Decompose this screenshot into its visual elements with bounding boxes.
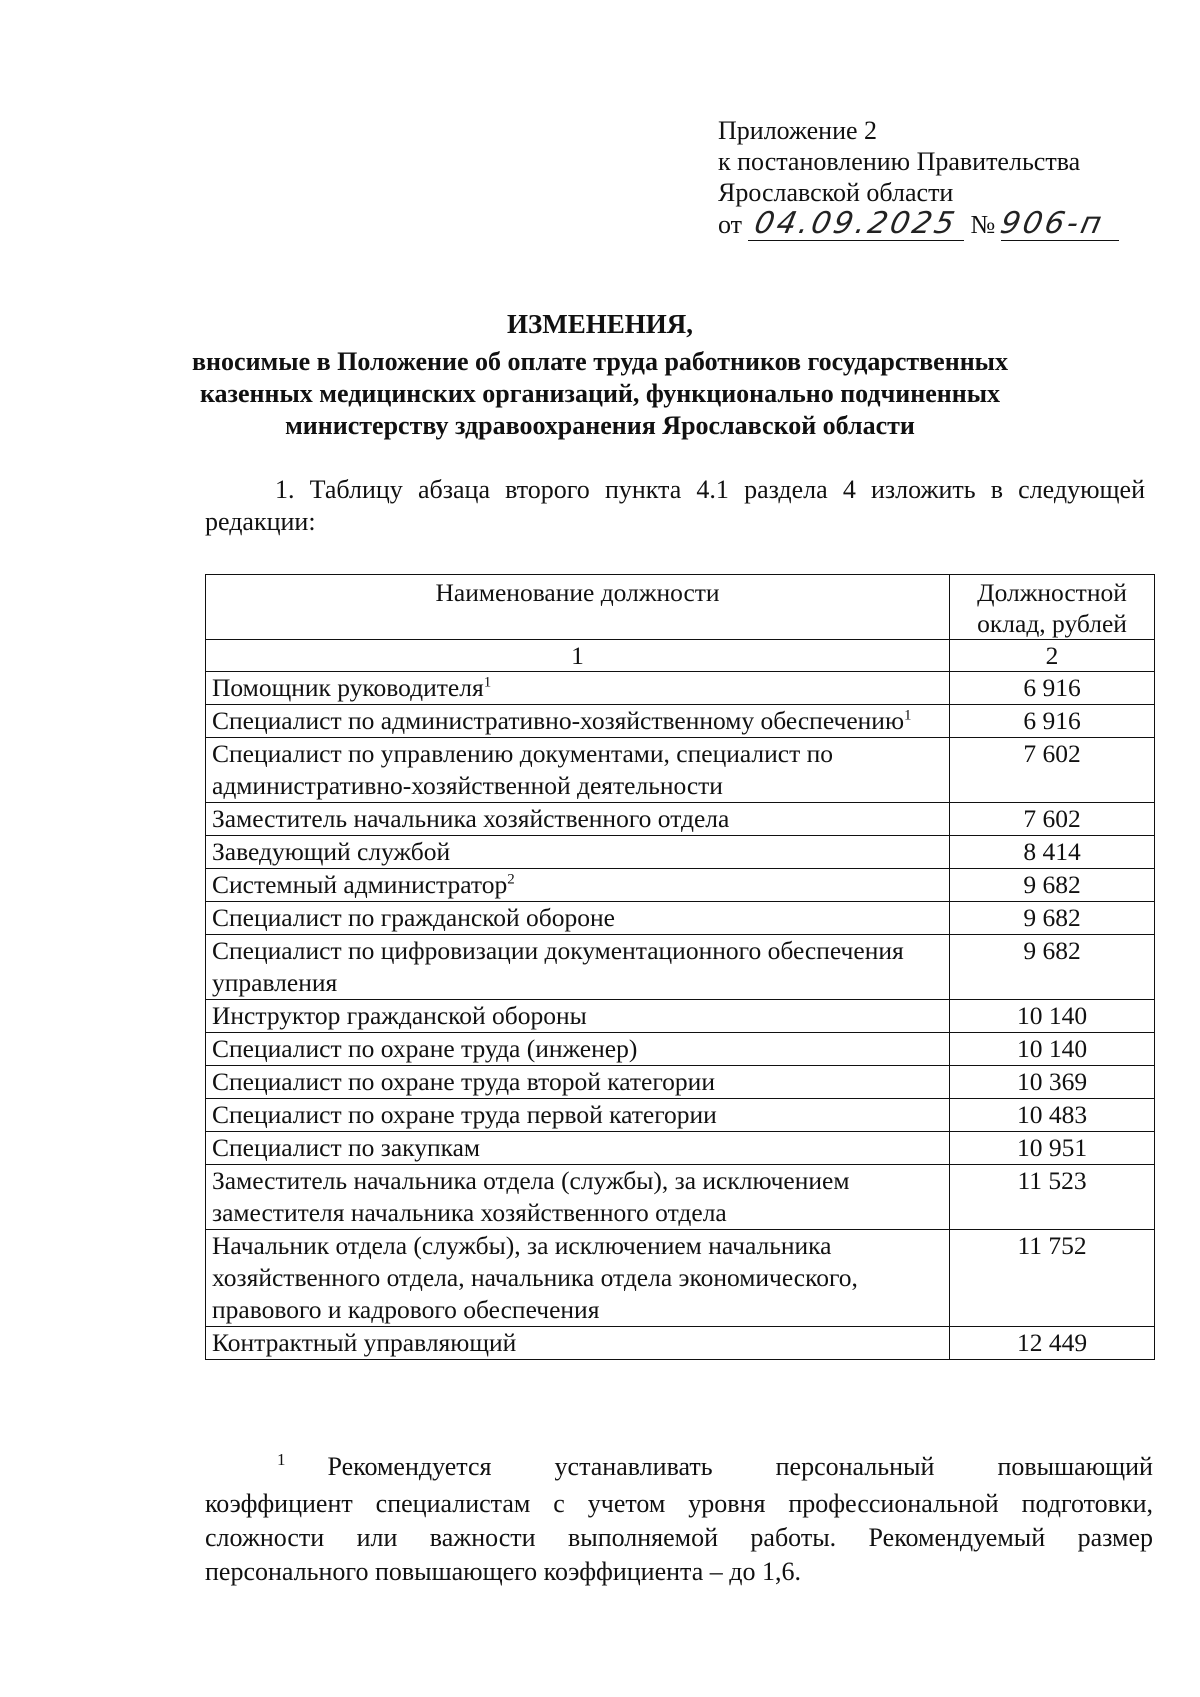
salary-value: 6 916 [950,705,1155,738]
table-row [206,1099,1155,1132]
appendix-block [718,115,1119,241]
position-name [206,1000,950,1033]
position-name-text: Заместитель начальника отдела (службы), за исключением заместителя начальника хозяйственного отдела [212,1166,850,1227]
position-name-text: Специалист по управлению документами, специалист по административно-хозяйственной деятельности [212,739,834,800]
position-name-text: Заведующий службой [212,837,451,866]
position-name-text: Специалист по административно-хозяйственному обеспечению [212,706,904,735]
salary-value: 10 140 [950,1000,1155,1033]
position-name [206,1099,950,1132]
position-name [206,1165,950,1230]
table-row [206,935,1155,1000]
table-row [206,836,1155,869]
footnote-ref: 1 [904,707,912,724]
table-row [206,1165,1155,1230]
index-col-1: 1 [206,640,950,672]
footnote-word-3: персональный [775,1452,935,1481]
table-row [206,1132,1155,1165]
number-prefix: № [970,210,996,239]
title-main: ИЗМЕНЕНИЯ, [506,309,693,339]
footnote-mark: 1 [277,1450,286,1469]
position-name-text: Контрактный управляющий [212,1328,517,1357]
footnote-first-line [205,1450,1153,1487]
handwritten-date: 04.09.2025 [751,206,961,241]
table-row [206,1000,1155,1033]
index-col-2: 2 [950,640,1155,672]
table-header-row [206,575,1155,640]
table-row [206,738,1155,803]
position-name [206,869,950,902]
position-name-text: Специалист по охране труда второй категории [212,1067,715,1096]
position-name [206,1230,950,1327]
salary-value: 10 483 [950,1099,1155,1132]
table-row [206,1230,1155,1327]
position-name [206,1327,950,1360]
number-field [997,206,1119,241]
header-salary: Должностной оклад, рублей [950,575,1155,640]
table-row [206,803,1155,836]
footnote-word-2: устанавливать [554,1452,713,1481]
position-name-text: Специалист по цифровизации документационного обеспечения управления [212,936,904,997]
position-name [206,902,950,935]
appendix-line-3: Ярославской области [718,178,954,207]
position-name [206,1132,950,1165]
salary-value: 7 602 [950,803,1155,836]
table-row [206,1066,1155,1099]
position-name-text: Заместитель начальника хозяйственного отдела [212,804,730,833]
title-line-3: министерству здравоохранения Ярославской области [285,411,915,440]
appendix-line-2: к постановлению Правительства [718,147,1081,176]
salary-value: 11 523 [950,1165,1155,1230]
footnote-word-1: Рекомендуется [327,1452,492,1481]
position-name-text: Специалист по гражданской обороне [212,903,615,932]
footnote-ref: 1 [483,674,492,691]
table-index-row [206,640,1155,672]
title-line-1: вносимые в Положение об оплате труда работников государственных [192,347,1008,376]
position-name-text: Начальник отдела (службы), за исключением начальника хозяйственного отдела, начальника отдела экономического, правового и кадрового обеспечения [212,1231,858,1324]
date-prefix: от [718,210,743,239]
handwritten-number: 906-п [997,206,1108,241]
salary-value: 7 602 [950,738,1155,803]
footnote [205,1450,1153,1589]
salary-value: 8 414 [950,836,1155,869]
position-name-text: Специалист по закупкам [212,1133,481,1162]
footnote-text: коэффициент специалистам с учетом уровня профессиональной подготовки, сложности или важности выполняемой работы. Рекомендуемый размер персонального повышающего коэффициента – до 1,6. [205,1489,1153,1586]
salary-value: 12 449 [950,1327,1155,1360]
footnote-ref: 2 [507,871,515,888]
title-line-2: казенных медицинских организаций, функционально подчиненных [199,379,1001,408]
position-name-text: Инструктор гражданской обороны [212,1001,587,1030]
salary-value: 6 916 [950,672,1155,705]
position-name [206,803,950,836]
position-name [206,738,950,803]
table-row [206,902,1155,935]
salary-value: 11 752 [950,1230,1155,1327]
salary-value: 9 682 [950,902,1155,935]
position-name [206,672,950,705]
position-name [206,935,950,1000]
position-name [206,705,950,738]
salary-value: 10 140 [950,1033,1155,1066]
table-row [206,705,1155,738]
position-name-text: Системный администратор [212,870,508,899]
position-name-text: Помощник руководителя [212,673,484,702]
position-name [206,1033,950,1066]
appendix-date-row [718,208,1119,241]
table-row [206,1327,1155,1360]
position-name [206,836,950,869]
table-row [206,672,1155,705]
salary-value: 9 682 [950,869,1155,902]
date-field [748,208,964,241]
salary-table [205,574,1155,1360]
salary-value: 10 951 [950,1132,1155,1165]
position-name [206,1066,950,1099]
header-position: Наименование должности [206,575,950,640]
document-title [0,308,1200,442]
salary-value: 10 369 [950,1066,1155,1099]
position-name-text: Специалист по охране труда (инженер) [212,1034,638,1063]
footnote-word-4: повышающий [997,1452,1153,1481]
instruction-paragraph: 1. Таблицу абзаца второго пункта 4.1 раздела 4 изложить в следующей редакции: [205,475,1145,536]
position-name-text: Специалист по охране труда первой категории [212,1100,717,1129]
table-row [206,1033,1155,1066]
salary-value: 9 682 [950,935,1155,1000]
table-row [206,869,1155,902]
appendix-line-1: Приложение 2 [718,116,878,145]
